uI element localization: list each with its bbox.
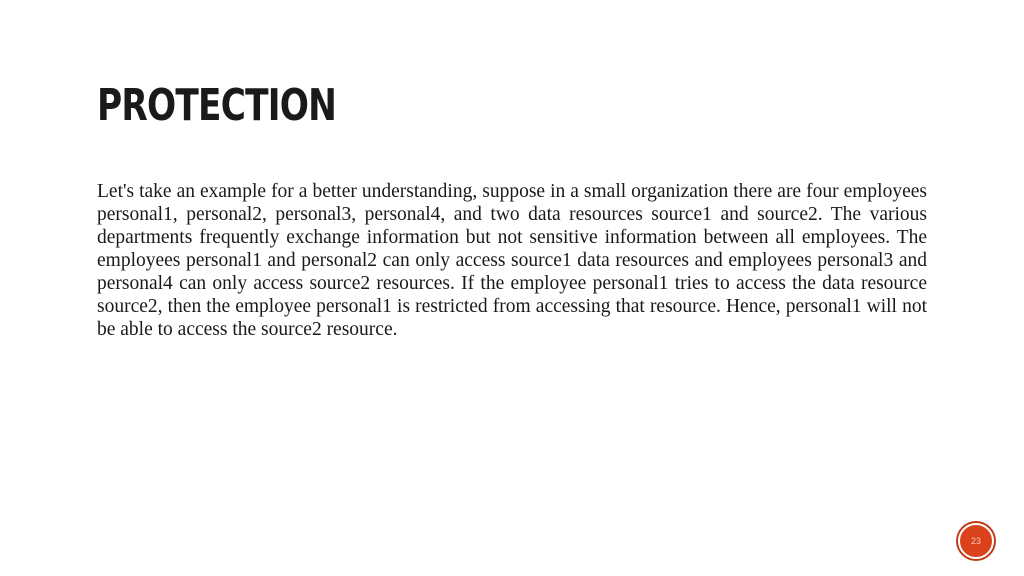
page-number-label: 23	[970, 536, 981, 546]
slide-title: PROTECTION	[97, 80, 337, 131]
slide-body-text: Let's take an example for a better understanding, suppose in a small organization there are four employees personal1, personal2, personal3, personal4, and two data resources source1 and source2. The various departments frequently exchange information but not sensitive information between all employees. The employees personal1 and personal2 can only access source1 data resources and employees personal3 and personal4 can only access source2 resources. If the employee personal1 tries to access the data resource source2, then the employee personal1 is restricted from accessing that resource. Hence, personal1 will not be able to access the source2 resource.	[97, 181, 927, 340]
page-number-badge	[958, 523, 994, 559]
slide-edge	[0, 0, 4, 576]
